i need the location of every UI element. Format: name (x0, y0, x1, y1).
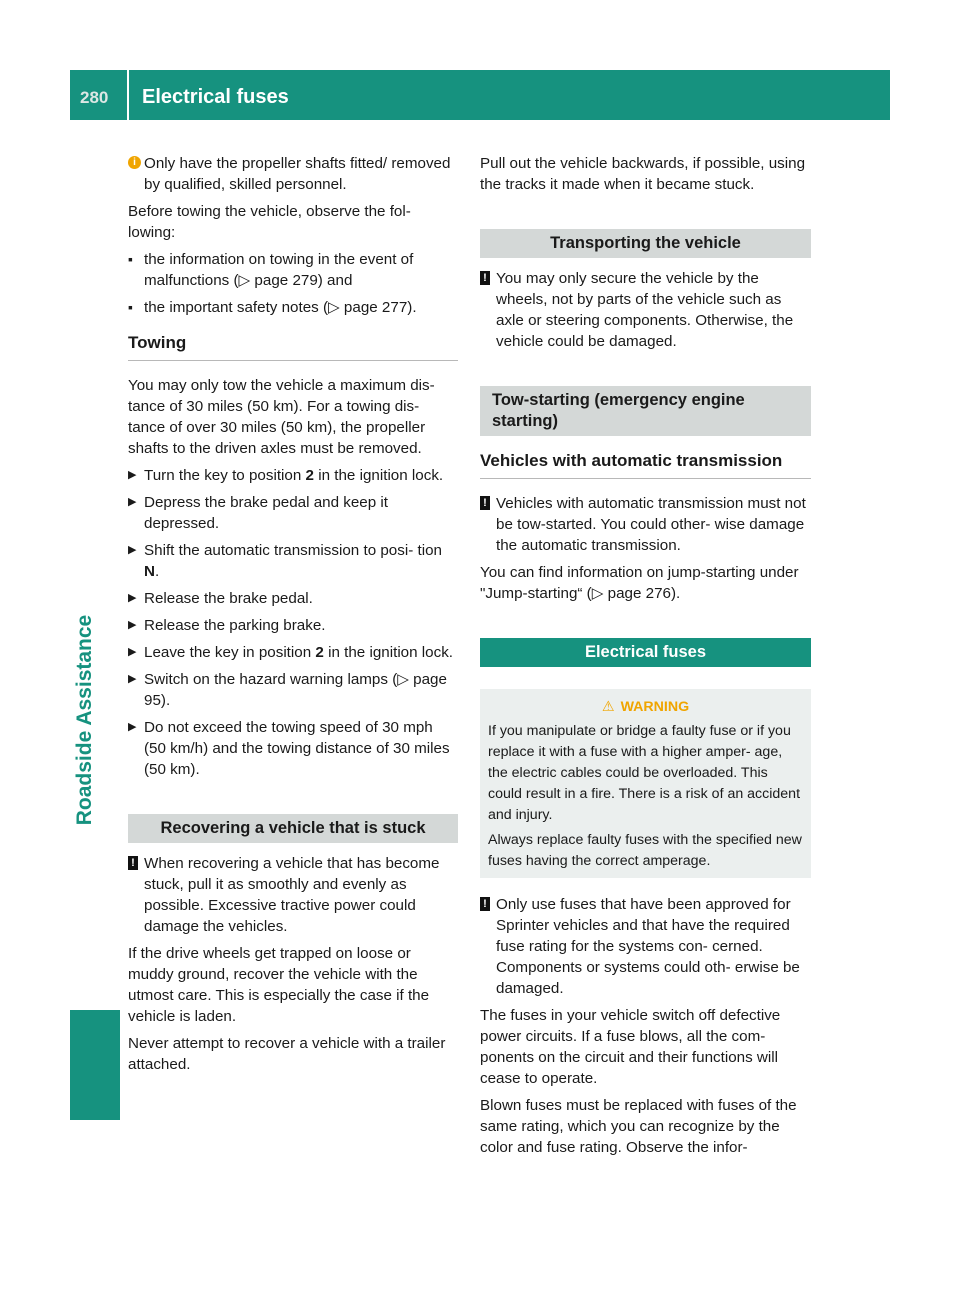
step-arrow-icon: ▶ (128, 496, 137, 508)
auto-heading: Vehicles with automatic transmission (480, 450, 811, 479)
warning-box (480, 689, 811, 878)
warning-text-1: If you manipulate or bridge a faulty fuse or if you replace it with a fuse with a higher amper- age, the electric cables could be overloaded. This could result in a fire. There is a risk of an accident and injury. (488, 723, 801, 823)
step-text: Release the parking brake. (144, 617, 326, 634)
step-arrow-icon: ▶ (128, 721, 137, 733)
jump-text: You can find information on jump-starting under "Jump-starting“ (▷ page 276). (480, 564, 799, 602)
step-item (128, 717, 458, 780)
bullet-icon: ▪ (128, 299, 133, 315)
left-column (128, 153, 458, 1081)
fuses-heading: Electrical fuses (480, 638, 811, 667)
step-arrow-icon: ▶ (128, 646, 137, 658)
stuck-heading: Recovering a vehicle that is stuck (128, 814, 458, 843)
step-arrow-icon: ▶ (128, 544, 137, 556)
warning-title (488, 697, 803, 718)
header-divider (127, 70, 129, 120)
fuses-text-1: The fuses in your vehicle switch off defective power circuits. If a fuse blows, all the com- ponents on the circuit and their functions will cease to operate. (480, 1007, 781, 1087)
towing-text: You may only tow the vehicle a maximum dis- tance of 30 miles (50 km). For a towing dis- tance of over 30 miles (50 km), the propeller shafts to the driven axles must be removed. (128, 377, 435, 457)
list-item (128, 297, 458, 318)
caution-icon: ! (480, 271, 490, 285)
step-text: Switch on the hazard warning lamps (▷ page 95). (144, 671, 447, 709)
pullout-text: Pull out the vehicle backwards, if possible, using the tracks it made when it became stuck. (480, 155, 806, 193)
page-number: 280 (80, 88, 109, 107)
list-item (128, 249, 458, 291)
towstart-heading: Tow-starting (emergency engine starting) (480, 386, 811, 436)
stuck-note-text: When recovering a vehicle that has become stuck, pull it as smoothly and evenly as possible. Excessive tractive power could damage the vehicles. (144, 855, 440, 935)
step-text: Do not exceed the towing speed of 30 mph (50 km/h) and the towing distance of 30 miles (50 km). (144, 719, 450, 778)
step-text: in the ignition lock. (323, 644, 454, 661)
auto-note-text: Vehicles with automatic transmission must not be tow-started. You could other- wise damage the automatic transmission. (496, 495, 806, 554)
step-bold: 2 (305, 467, 314, 484)
caution-icon: ! (128, 856, 138, 870)
warning-triangle-icon: ⚠ (601, 699, 615, 715)
transport-note-text: You may only secure the vehicle by the wheels, not by parts of the vehicle such as axle or steering components. Otherwise, the vehicle could be damaged. (496, 270, 794, 350)
step-item (128, 615, 458, 636)
caution-icon: ! (480, 496, 490, 510)
info-note (128, 153, 458, 195)
step-arrow-icon: ▶ (128, 619, 137, 631)
warning-text-2: Always replace faulty fuses with the specified new fuses having the correct amperage. (488, 832, 802, 869)
step-item (128, 588, 458, 609)
approved-note (480, 894, 811, 999)
step-bold: N (144, 563, 155, 580)
approved-note-text: Only use fuses that have been approved for Sprinter vehicles and that have the required fuse rating for the systems con- cerned. Components or systems could oth- erwise be damaged. (496, 896, 800, 997)
stuck-note (128, 853, 458, 937)
step-text: Depress the brake pedal and keep it depressed. (144, 494, 389, 532)
step-item (128, 669, 458, 711)
step-text: . (154, 563, 160, 580)
stuck-text-2: Never attempt to recover a vehicle with a trailer attached. (128, 1035, 446, 1073)
step-item (128, 465, 458, 486)
side-tab-label: Roadside Assistance (73, 614, 96, 826)
caution-icon: ! (480, 897, 490, 911)
step-item (128, 540, 458, 582)
transport-heading: Transporting the vehicle (480, 229, 811, 258)
list-item-text: the important safety notes (▷ page 277). (144, 299, 417, 316)
page-title: Electrical fuses (142, 86, 289, 108)
step-text: Turn the key to position (144, 467, 306, 484)
step-text: in the ignition lock. (313, 467, 444, 484)
transport-note (480, 268, 811, 352)
towing-heading: Towing (128, 332, 458, 361)
stuck-text-1: If the drive wheels get trapped on loose or muddy ground, recover the vehicle with the utmost care. This is especially the case if the vehicle is laden. (128, 945, 430, 1025)
step-arrow-icon: ▶ (128, 673, 137, 685)
step-text: Leave the key in position (144, 644, 316, 661)
bullet-icon: ▪ (128, 251, 133, 267)
list-item-text: the information on towing in the event of malfunctions (▷ page 279) and (144, 251, 414, 289)
page-header (70, 70, 890, 120)
step-item (128, 492, 458, 534)
right-column (480, 153, 811, 1164)
step-arrow-icon: ▶ (128, 592, 137, 604)
intro-text: Before towing the vehicle, observe the fol- lowing: (128, 203, 411, 241)
step-text: Release the brake pedal. (144, 590, 313, 607)
info-icon: i (128, 156, 141, 169)
towing-steps (128, 465, 458, 780)
step-item (128, 642, 458, 663)
auto-note (480, 493, 811, 556)
side-tab-block (70, 1010, 120, 1120)
info-note-text: Only have the propeller shafts fitted/ removed by qualified, skilled personnel. (144, 155, 451, 193)
fuses-text-2: Blown fuses must be replaced with fuses of the same rating, which you can recognize by the color and fuse rating. Observe the infor- (480, 1097, 797, 1156)
step-text: Shift the automatic transmission to posi- tion (144, 542, 442, 559)
step-arrow-icon: ▶ (128, 469, 137, 481)
warning-title-text: WARNING (620, 699, 690, 715)
step-bold: 2 (315, 644, 324, 661)
